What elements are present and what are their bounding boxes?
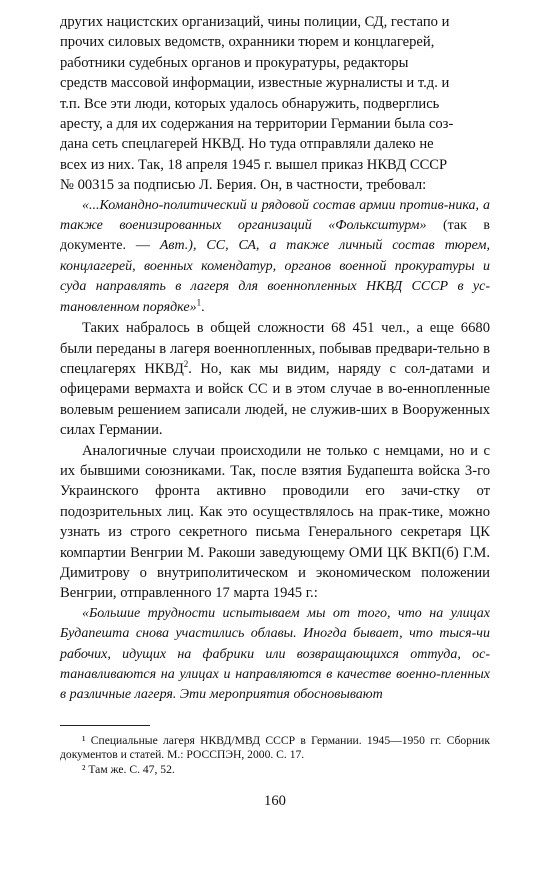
book-page: [60, 12, 491, 809]
footnote-ref-1: 1: [196, 297, 202, 308]
text-line: всех из них. Так, 18 апреля 1945 г. вышел приказ НКВД СССР: [60, 156, 448, 173]
editor-note-author: Авт.: [159, 238, 189, 254]
quote-text: ), СС, СА, а также личный состав тюрем, концлагерей, военных комендатур, органов военной прокуратуры и суда направлять в лагеря для военнопленных НКВД СССР в ус-тановленном порядке»: [60, 238, 490, 315]
quote-text: «...Командно-политический и рядовой состав армии против-ника, а также военизированных организаций «Фольксштурм»: [60, 197, 490, 234]
text-line: прочих силовых ведомств, охранники тюрем и концлагерей,: [60, 34, 435, 51]
paragraph-text: Таких набралось в общей сложности 68 451 чел., а еще 6680 были переданы в лагеря военнопленных, побывав предвари-тельно в спецлагерях НКВД: [60, 320, 490, 377]
paragraph-2: [60, 318, 490, 440]
quote-end: .: [201, 299, 205, 315]
paragraph-1: [60, 12, 490, 196]
text-line: работники судебных органов и прокуратуры, редакторы: [60, 54, 409, 71]
text-line: т.п. Все эти люди, которых удалось обнаружить, подверглись: [60, 95, 440, 112]
paragraph-3: Аналогичные случаи происходили не только с немцами, но и с их бывшими союзниками. Так, после взятия Будапешта войска 3-го Украинского фронта активно проводили его зачи-стку от подозрительных лиц. Как это осуществлялось на прак-тике, можно узнать из строго секретного письма Генерального секретаря ЦК компартии Венгрии М. Ракоши заведующему ОМИ ЦК ВКП(б) Г.М. Димитрову о внутриполитическом и экономическом положении Венгрии, отправленного 17 марта 1945 г.:: [60, 442, 490, 602]
footnote-divider: [60, 725, 150, 726]
editor-note: (так в документе. —: [60, 218, 491, 254]
paragraph-text: . Но, как мы видим, наряду с сол-датами и офицерами вермахта и войск СС и в этом случае в во-еннопленные волевым решением записали людей, не служив-ших в Вооруженных силах Германии.: [60, 360, 490, 439]
footnote-1: ¹ Специальные лагеря НКВД/МВД СССР в Германии. 1945—1950 гг. Сборник документов и статей. М.: РОССПЭН, 2000. С. 17.: [60, 733, 490, 762]
text-line: № 00315 за подписью Л. Берия. Он, в частности, требовал:: [60, 177, 427, 194]
text-line: других нацистских организаций, чины полиции, СД, гестапо и: [60, 14, 450, 30]
quote-rakosi-letter: «Большие трудности испытываем мы от того, что на улицах Будапешта снова участились облавы. Иногда бывает, что тыся-чи рабочих, идущих на фабрики или возвращающихся оттуда, ос-танавливаются на улицах и направляются в качестве военно-пленных в различные лагеря. Эти мероприятия обосновывают: [60, 605, 490, 703]
quote-nkvd-order: [60, 196, 490, 318]
text-line: средств массовой информации, известные журналисты и т.д. и: [60, 75, 450, 92]
footnote-2: ² Там же. С. 47, 52.: [82, 763, 175, 776]
page-number: 160: [264, 793, 286, 809]
footnote-ref-2: 2: [183, 359, 189, 370]
text-line: дана сеть спецлагерей НКВД. Но туда отправляли далеко не: [60, 136, 434, 153]
text-line: аресту, а для их содержания на территории Германии была соз-: [60, 116, 454, 133]
